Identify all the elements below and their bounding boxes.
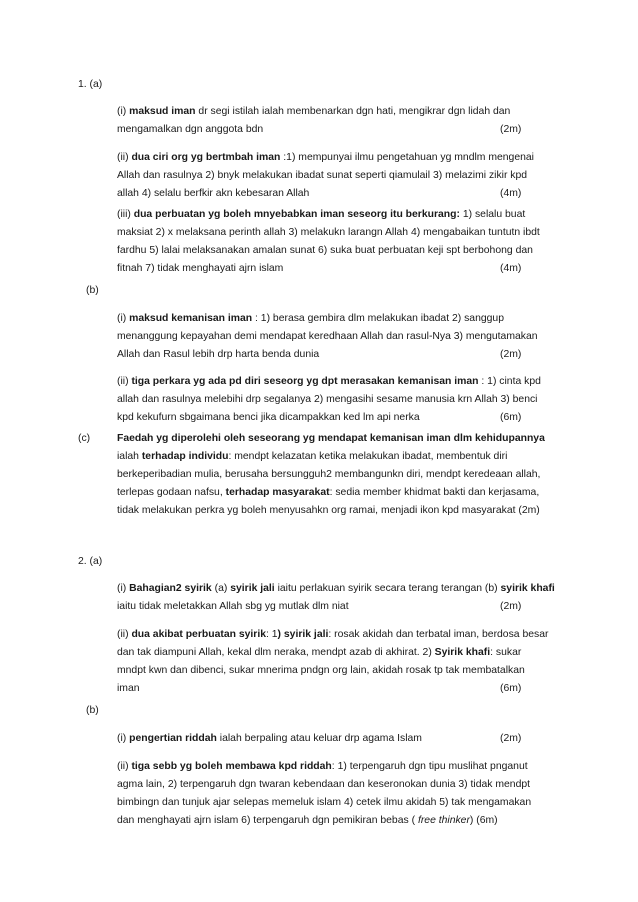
marks: (6m) xyxy=(500,412,522,423)
marks: (2m) xyxy=(500,124,522,135)
q1-c: Faedah yg diperolehi oleh seseorang yg mendapat kemanisan iman dlm kehidupannya ialah terhadap individu: mendpt kelazatan ketika melakukan ibadat, membentuk diri berkeperibadian mulia, berusaha bersungguh2 membangunkn diri, mendpt keredeaan allah, terlepas godaan nafsu, terhadap masyarakat: sedia member khidmat bakti dan kerjasama, tidak melakukan perkra yg boleh menyusahkn org ramai, menjadi ikon kpd masyarakat (2m) xyxy=(117,433,545,516)
q2-b-ii: (ii) tiga sebb yg boleh membawa kpd riddah: 1) terpengaruh dgn tipu muslihat pnganut agma lain, 2) terpengaruh dgn twaran kebendaan dan keseronokan dunia 3) tidak mendpt bimbingn dan tunjuk ajar selepas memeluk islam 4) cetek ilmu akidah 5) tak mengamakan dan menghayati ajrn islam 6) terpengaruh dgn pemikiran bebas ( free thinker) (6m) xyxy=(117,761,532,826)
marks: (4m) xyxy=(500,188,522,199)
q2-a-i: (i) Bahagian2 syirik (a) syirik jali iaitu perlakuan syirik secara terang terangan (b) syirik khafi iaitu tidak meletakkan Allah sbg yg mutlak dlm niat (2m) xyxy=(117,580,535,616)
marks: (2m) xyxy=(500,733,522,744)
q2-label: 2. (a) xyxy=(78,556,103,567)
q1-label: 1. (a) xyxy=(78,79,103,90)
q1-a-i: (i) maksud iman dr segi istilah ialah membenarkan dgn hati, mengikrar dgn lidah dan mengamalkan dgn anggota bdn (2m) xyxy=(117,103,535,139)
q2-a-ii: (ii) dua akibat perbuatan syirik: 1) syirik jali: rosak akidah dan terbatal iman, berdosa besar dan tak diampuni Allah, kekal dlm neraka, mendpt azab di akhirat. 2) Syirik khafi: sukar mndpt kwn dan dibenci, sukar mnerima pndgn org lain, akidah rosak tp tak membatalkan iman (6m) xyxy=(117,626,535,698)
q1-b-ii: (ii) tiga perkara yg ada pd diri seseorg yg dpt merasakan kemanisan iman : 1) cinta kpd allah dan rasulnya melebihi drp segalanya 2) mengasihi sesame manusia krn Allah 3) benci kpd kekufurn sbgaimana benci jika dicampakkan ked lm api nerka (6m) xyxy=(117,373,535,427)
marks: (6m) xyxy=(500,683,522,694)
marks: (2m) xyxy=(500,601,522,612)
q2-b-label: (b) xyxy=(86,705,99,716)
q1-c-label: (c) xyxy=(78,433,91,444)
q2-b-i: (i) pengertian riddah ialah berpaling atau keluar drp agama Islam (2m) xyxy=(117,730,535,748)
marks: (2m) xyxy=(500,349,522,360)
marks: (4m) xyxy=(500,263,522,274)
q1-b-i: (i) maksud kemanisan iman : 1) berasa gembira dlm melakukan ibadat 2) sanggup menanggung kepayahan demi mendapat keredhaan Allah dan rasul-Nya 3) mengutamakan Allah dan Rasul lebih drp harta benda dunia (2m) xyxy=(117,310,535,364)
q1-a-ii: (ii) dua ciri org yg bertmbah iman :1) mempunyai ilmu pengetahuan yg mndlm mengenai Allah dan rasulnya 2) bnyk melakukan ibadat sunat seperti qiamulail 3) melazimi zikir kpd allah 4) selalu berfkir akn kebesaran Allah (4m) xyxy=(117,149,535,203)
q1-a-iii: (iii) dua perbuatan yg boleh mnyebabkan iman seseorg itu berkurang: 1) selalu buat maksiat 2) x melaksana perinth allah 3) melakukn larangn Allah 4) mengabaikan tuntutn ibdt fardhu 5) lalai melaksanakan amalan sunat 6) suka buat perbuatan keji spt berbohong dan fitnah 7) tidak menghayati ajrn islam (4m) xyxy=(117,206,535,278)
q1-b-label: (b) xyxy=(86,285,99,296)
